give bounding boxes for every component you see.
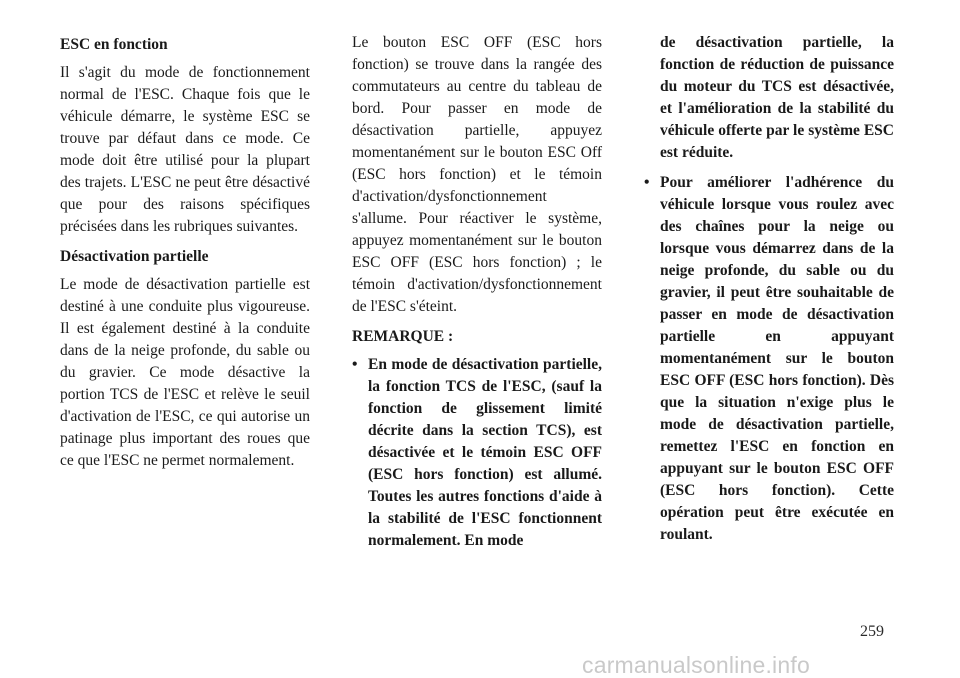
remark-label: REMARQUE : — [352, 328, 454, 345]
bullet-item-partial-mode — [352, 354, 602, 552]
bullet-item-traction — [644, 172, 894, 546]
column-left — [60, 32, 310, 480]
watermark: carmanualsonline.info — [582, 652, 810, 678]
heading-partial-deactivation: Désactivation partielle — [60, 248, 209, 265]
page-number: 259 — [860, 623, 884, 640]
bullet-continuation: de désactivation partielle, la fonction de réduction de puissance du moteur du TCS est désactivée, et l'amélioration de la stabilité du véhicule offerte par le système ESC est réduite. — [660, 34, 894, 161]
bullet-list — [352, 354, 602, 552]
paragraph-partial-deactivation: Le mode de désactivation partielle est destiné à une conduite plus vigoureuse. Il est également destiné à la conduite dans de la neige profonde, du sable ou du gravier. Ce mode désactive la portion TCS de l'ESC et relève le seuil d'activation de l'ESC, ce qui autorise un patinage plus important des roues que ce que l'ESC ne permet normalement. — [60, 276, 310, 469]
column-middle — [352, 32, 602, 560]
bullet-list-right — [644, 172, 894, 546]
heading-esc-on: ESC en fonction — [60, 36, 168, 53]
bullet-dot-icon: • — [644, 174, 650, 191]
bullet-text: En mode de désactivation partielle, la fonction TCS de l'ESC, (sauf la fonction de glissement limité décrite dans la section TCS), est désactivée et le témoin ESC OFF (ESC hors fonction) est allumé. Toutes les autres fonctions d'aide à la stabilité de l'ESC fonctionnent normalement. En mode — [368, 356, 602, 549]
paragraph-esc-on: Il s'agit du mode de fonctionnement normal de l'ESC. Chaque fois que le véhicule démarre, le système ESC se trouve par défaut dans ce mode. Ce mode doit être utilisé pour la plupart des trajets. L'ESC ne peut être désactivé que pour des raisons spécifiques précisées dans les rubriques suivantes. — [60, 64, 310, 235]
paragraph-esc-off-button: Le bouton ESC OFF (ESC hors fonction) se trouve dans la rangée des commutateurs au centre du tableau de bord. Pour passer en mode de désactivation partielle, appuyez momentanément sur le bouton ESC Off (ESC hors fonction) et le témoin d'activation/dysfonctionnement s'allume. Pour réactiver le système, appuyez momentanément sur le bouton ESC OFF (ESC hors fonction) ; le témoin d'activation/dysfonctionnement de l'ESC s'éteint. — [352, 34, 602, 315]
bullet-text: Pour améliorer l'adhérence du véhicule lorsque vous roulez avec des chaînes pour la neige ou lorsque vous démarrez dans de la neige profonde, du sable ou du gravier, il peut être souhaitable de passer en mode de désactivation partielle en appuyant momentanément sur le bouton ESC OFF (ESC hors fonction). Dès que la situation n'exige plus le mode de désactivation partielle, remettez l'ESC en fonction en appuyant sur le bouton ESC OFF (ESC hors fonction). Cette opération peut être exécutée en roulant. — [660, 174, 894, 543]
column-right — [644, 32, 894, 554]
bullet-dot-icon: • — [352, 356, 358, 373]
